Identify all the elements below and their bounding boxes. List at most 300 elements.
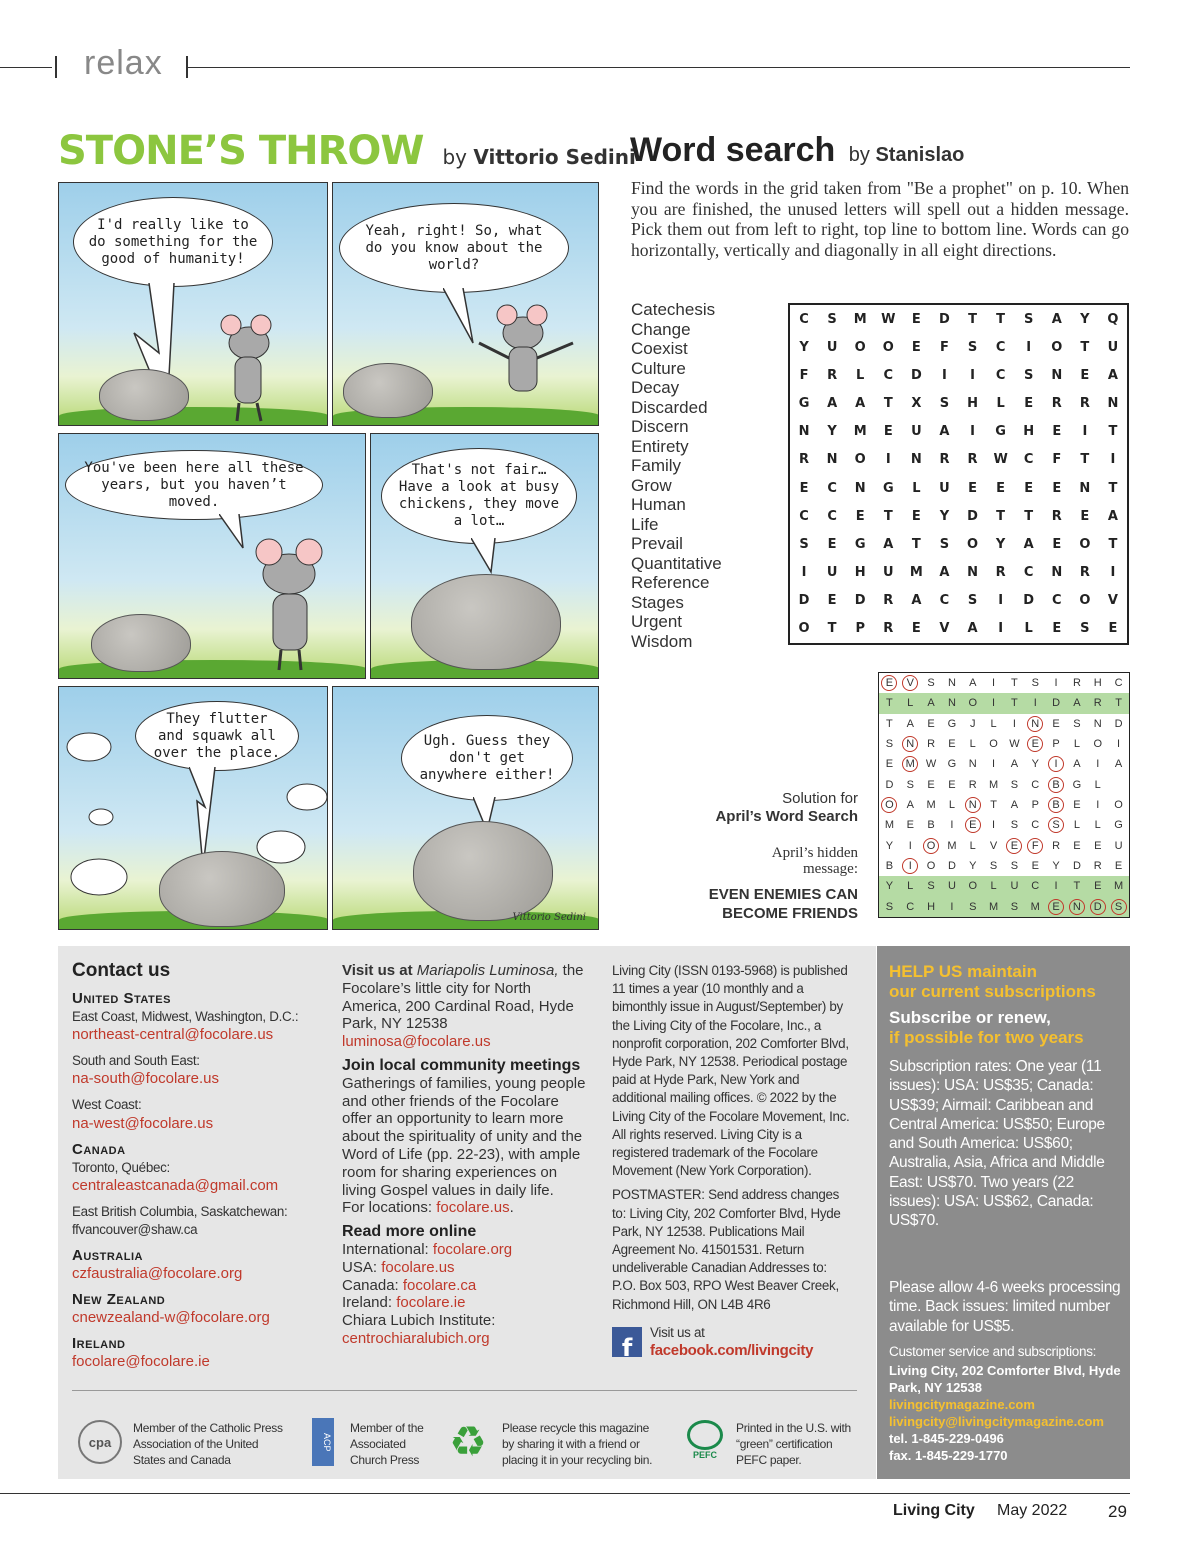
solution-cell: U [1114,839,1123,852]
solution-cell: I [992,758,996,771]
region-detail: East Coast, Midwest, Washington, D.C.: [72,1009,299,1024]
grid-cell[interactable]: D [967,508,978,524]
solution-cell: N [968,758,977,771]
footer-issue: May 2022 [997,1502,1068,1519]
solution-cell: R [1093,860,1102,873]
site-link[interactable]: livingcitymagazine.com [889,1397,1035,1412]
facebook-block[interactable] [612,1324,852,1360]
grid-cell[interactable]: C [1052,593,1062,609]
solution-cell: I [1117,738,1121,751]
grid-cell[interactable]: E [1024,480,1034,496]
grid-cell[interactable]: A [1107,508,1118,524]
solution-cell: E [1087,876,1108,896]
divider [72,1390,857,1391]
solution-cell: C [1025,876,1046,896]
grid-cell[interactable]: T [1108,536,1118,552]
solution-cell: B [927,819,935,832]
solution-cell: L [948,799,955,812]
grid-cell[interactable]: E [911,311,921,327]
circled-letter: N [902,736,918,752]
grid-cell[interactable]: T [1108,424,1118,440]
grid-cell[interactable]: T [996,508,1006,524]
facebook-link[interactable]: facebook.com/livingcity [650,1342,814,1360]
grid-cell[interactable]: S [967,593,978,609]
solution-cell: M [884,819,894,832]
grid-cell[interactable]: T [911,536,921,552]
word-list-item: Coexist [631,339,688,358]
solution-cell: E [1073,799,1081,812]
grid-cell[interactable]: I [970,367,975,383]
grid-cell[interactable]: H [854,565,866,581]
grid-cell[interactable]: D [1023,593,1035,609]
grid-cell[interactable]: R [939,452,950,468]
grid-cell[interactable]: U [826,565,838,581]
solution-cell: T [1004,693,1025,713]
locations-line: For locations: focolare.us. [342,1199,514,1217]
link-line: International: focolare.org [342,1240,513,1258]
email-link[interactable]: ffvancouver@shaw.ca [72,1222,198,1238]
stone-character [99,369,189,421]
email-link[interactable]: northeast-central@focolare.us [72,1026,274,1044]
solution-cell: U [942,876,963,896]
grid-cell[interactable]: A [1051,311,1062,327]
word-list-item: Urgent [631,612,683,631]
grid-cell[interactable]: T [1108,480,1118,496]
solution-cell [1046,775,1067,795]
grid-cell[interactable]: E [1052,536,1062,552]
grid-cell[interactable]: R [967,452,978,468]
grid-cell[interactable]: D [939,311,950,327]
grid-cell[interactable]: R [1079,565,1090,581]
grid-cell[interactable]: X [911,396,922,412]
solution-cell: L [1073,819,1080,832]
solution-cell: G [1072,778,1082,791]
grid-cell[interactable]: T [883,396,893,412]
solution-cell [962,815,983,835]
grid-cell[interactable]: Y [799,339,809,355]
grid-cell[interactable]: A [1023,536,1034,552]
grid-cell[interactable]: N [967,565,978,581]
grid-cell[interactable]: D [854,593,866,609]
visit-column [342,962,590,1348]
solution-cell: A [1010,758,1019,771]
grid-cell[interactable]: T [1080,339,1090,355]
grid-cell[interactable]: I [885,452,891,468]
speech-tail [471,538,511,578]
grid-cell[interactable]: S [827,311,837,327]
region-detail: Toronto, Québec: [72,1159,170,1175]
email-link[interactable]: czfaustralia@focolare.org [72,1265,243,1283]
grid-cell[interactable]: E [968,480,977,496]
circled-letter: E [1006,838,1022,854]
solution-cell: R [1052,839,1061,852]
solution-cell [1046,754,1067,774]
grid-cell[interactable]: C [883,367,894,383]
grid-cell[interactable]: S [939,396,950,412]
grid-cell[interactable]: N [854,480,866,496]
grid-cell[interactable]: I [801,565,807,581]
grid-cell[interactable]: O [1079,593,1091,609]
grid-cell[interactable]: G [882,480,894,496]
grid-cell[interactable]: C [1023,565,1034,581]
solution-cell: D [1072,860,1081,873]
grid-cell[interactable]: E [911,339,921,355]
solution-cell: J [969,717,976,730]
solution-cell: A [906,717,914,730]
grid-cell[interactable]: N [1051,367,1063,383]
email-link[interactable]: focolare@focolare.ie [72,1353,210,1371]
solution-cell: U [1004,876,1025,896]
grid-cell[interactable]: E [1052,621,1062,637]
grid-cell[interactable]: A [883,536,894,552]
grid-cell[interactable]: S [967,339,978,355]
solution-cell: D [885,778,894,791]
grid-cell[interactable]: C [939,593,950,609]
grid-cell[interactable]: I [970,424,975,440]
solution-cell: L [1073,738,1080,751]
pefc-text: Printed in the U.S. with “green” certification PEFC paper. [736,1421,851,1467]
word-list-item: Discern [631,417,689,436]
solution-cell: S [1010,778,1019,791]
solution-cell: E [1114,860,1123,873]
grid-cell[interactable]: N [826,452,838,468]
visit-paragraph: Visit us at Mariapolis Luminosa, the Focolare’s little city for North America, 200 Cardinal Road, Hyde Park, NY 12538 [342,962,584,1033]
email-link[interactable]: luminosa@focolare.us [342,1033,491,1051]
grid-cell[interactable]: T [1024,508,1034,524]
solution-cell: E [927,717,935,730]
grid-cell[interactable]: N [798,424,810,440]
grid-cell[interactable]: V [1107,593,1118,609]
grid-cell[interactable]: S [799,536,809,552]
grid-cell[interactable]: I [1110,565,1116,581]
page-number: 29 [1108,1502,1127,1521]
web-link[interactable]: focolare.ie [396,1294,466,1312]
grid-cell[interactable]: A [1107,367,1118,383]
solution-cell: E [1094,839,1102,852]
grid-cell[interactable]: Y [1080,311,1090,327]
grid-cell[interactable]: E [1108,621,1118,637]
email-link[interactable]: livingcity@livingcitymagazine.com [889,1414,1104,1429]
grid-cell[interactable]: O [854,339,866,355]
grid-cell[interactable]: E [911,508,921,524]
grid-cell[interactable]: R [1079,396,1090,412]
solution-cell: M [988,778,999,791]
region-new-zealand: New Zealand [72,1291,166,1309]
grid-cell[interactable]: Q [1107,311,1119,327]
institute-label: Chiara Lubich Institute: [342,1312,496,1330]
solution-cell: Y [1031,758,1039,771]
grid-cell[interactable]: F [940,339,949,355]
word-list [631,300,722,651]
solution-cell: T [990,799,997,812]
grid-cell[interactable]: W [881,311,896,327]
grid-cell[interactable]: G [854,536,866,552]
service-label: Customer service and subscriptions: [889,1344,1097,1359]
mouse-character [239,534,339,674]
solution-cell [962,795,983,815]
solution-cell [900,856,921,876]
cpa-text: Member of the Catholic Press Association of the United States and Canada [133,1421,283,1467]
word-list-item: Human [631,495,686,514]
grid-cell[interactable]: E [855,508,865,524]
join-title: Join local community meetings [342,1056,581,1074]
solution-cell: A [969,677,977,690]
grid-cell[interactable]: E [911,621,921,637]
word-list-item: Decay [631,378,680,397]
grid-cell[interactable]: C [799,508,809,524]
solution-cell: L [969,839,976,852]
grid-cell[interactable]: L [856,367,865,383]
grid-cell[interactable]: S [939,536,950,552]
solution-cell [879,795,900,815]
grid-cell[interactable]: R [1051,396,1062,412]
grid-cell[interactable]: A [855,396,866,412]
grid-cell[interactable]: T [827,621,837,637]
solution-cell: G [947,717,957,730]
solution-cell: R [1072,677,1081,690]
grid-cell[interactable]: L [912,480,921,496]
stone-character [411,574,561,670]
grid-cell[interactable]: T [968,311,977,327]
grid-cell[interactable]: Y [827,424,837,440]
grid-cell[interactable]: E [1052,480,1062,496]
solution-cell: T [886,717,893,730]
grid-cell[interactable]: C [799,311,809,327]
circled-letter: I [1048,756,1064,772]
grid-cell[interactable]: O [854,452,866,468]
solution-cell: L [900,876,921,896]
grid-cell[interactable]: E [1080,367,1090,383]
grid-cell[interactable]: S [1080,621,1090,637]
solution-cell: E [1031,860,1039,873]
solution-title: April’s Word Search [715,808,858,825]
circled-letter: N [965,797,981,813]
grid-cell[interactable]: E [883,424,893,440]
grid-cell[interactable]: C [827,480,837,496]
solution-cell: O [926,860,936,873]
circled-letter: N [1069,899,1085,915]
grid-cell[interactable]: S [1024,311,1034,327]
grid-cell[interactable]: H [967,396,978,412]
solution-cell [1004,836,1025,856]
grid-cell[interactable]: W [993,452,1008,468]
solution-cell: C [1114,677,1123,690]
grid-cell[interactable]: N [1051,565,1063,581]
grid-cell[interactable]: E [827,536,837,552]
grid-cell[interactable]: T [996,311,1006,327]
word-list-item: Life [631,514,659,534]
acp-text: Member of the Associated Church Press [350,1421,424,1467]
grid-cell[interactable]: C [827,508,837,524]
grid-cell[interactable]: O [798,621,810,637]
circled-letter: F [1027,838,1043,854]
publication-column [612,962,852,1360]
solution-cell: A [1010,799,1019,812]
solution-cell: O [1114,799,1123,812]
solution-cell: A [1067,693,1088,713]
grid-cell[interactable]: A [827,396,838,412]
solution-cell: D [947,860,956,873]
grid-cell[interactable]: U [939,480,950,496]
solution-cell: E [948,738,956,751]
speech-bubble: Ugh. Guess they don't get anywhere either! [401,715,573,801]
grid-cell[interactable]: A [967,621,978,637]
circled-letter: S [1048,817,1064,833]
solution-cell: I [1096,758,1100,771]
solution-cell: C [1031,819,1040,832]
region-detail: West Coast: [72,1097,142,1113]
grid-cell[interactable]: R [883,593,894,609]
grid-cell[interactable]: D [910,367,922,383]
solution-cell: A [1114,758,1123,771]
grid-cell[interactable]: G [995,424,1006,440]
grid-cell[interactable]: E [799,480,809,496]
grid-cell[interactable]: R [827,367,838,383]
circled-letter: B [1048,797,1064,813]
grid-cell[interactable]: N [1079,480,1091,496]
grid-cell[interactable]: I [998,621,1004,637]
web-link[interactable]: focolare.us [381,1258,455,1276]
grid-cell[interactable]: I [942,367,947,383]
grid-cell[interactable]: E [1024,396,1034,412]
circled-letter: O [923,838,939,854]
grid-cell[interactable]: R [995,565,1006,581]
grid-cell[interactable]: I [1110,452,1116,468]
grid-cell[interactable]: D [798,593,810,609]
grid-cell[interactable]: R [1051,508,1062,524]
grid-cell[interactable]: A [911,593,922,609]
grid-cell[interactable]: E [1080,508,1090,524]
grid-cell[interactable]: M [853,311,867,327]
grid-cell[interactable]: V [939,621,950,637]
solution-cell: S [879,897,900,917]
solution-cell: S [1073,717,1081,730]
email-link[interactable]: cnewzealand-w@focolare.org [72,1309,270,1327]
grid-cell[interactable]: O [1051,339,1063,355]
section-label: relax [84,44,163,82]
facebook-icon: f [612,1327,642,1357]
recycle-text: Please recycle this magazine by sharing it with a friend or placing it in your recycling bin. [502,1421,653,1467]
grid-cell[interactable]: M [909,565,923,581]
grid-cell[interactable]: C [995,367,1006,383]
solution-cell: N [1093,717,1102,730]
grid-cell[interactable]: L [996,396,1005,412]
solution-cell: M [1108,876,1129,896]
speech-bubble: They flutter and squawk all over the place. [135,701,299,771]
publication-info: Living City (ISSN 0193-5968) is published 11 times a year (10 monthly and a bimonthly issue in August/September) by the Living City of the Focolare, Inc., a nonprofit corporation, 202 Comforter Blvd, Hyde Park, NY 12538. Periodical postage paid at Hyde Park, New York and additional mailing offices. © 2022 by the Living City of the Focolare Movement, Inc. All rights reserved. Living City is a registered trademark of the Focolare Movement (New York Corporation). [612,963,850,1179]
word-list-item: Entirety [631,436,689,456]
solution-cell: I [1025,693,1046,713]
solution-cell: S [1010,860,1019,873]
grid-cell[interactable]: H [1023,424,1035,440]
grid-cell[interactable]: T [1080,452,1090,468]
grid-cell[interactable]: O [1079,536,1091,552]
phone: tel. 1-845-229-0496 [889,1431,1004,1446]
solution-cell: G [1114,819,1123,832]
grid-cell[interactable]: E [996,480,1006,496]
web-link[interactable]: centrochiaralubich.org [342,1329,490,1347]
solution-grid [878,672,1130,918]
grid-cell[interactable]: G [798,396,810,412]
grid-cell[interactable]: I [1082,424,1088,440]
comic-panel-3 [58,433,366,679]
locations-link[interactable]: focolare.us [436,1199,510,1217]
grid-cell[interactable]: C [995,339,1006,355]
solution-cell [879,673,900,693]
artist-signature: Vittorio Sedini [512,912,586,923]
solution-cell: S [921,876,942,896]
solution-cell [1025,836,1046,856]
grid-cell[interactable]: L [1024,621,1033,637]
solution-cell: L [990,717,997,730]
circled-letter: O [881,797,897,813]
wordsearch-title: Word search by Stanislao [630,131,965,169]
speech-bubble: Yeah, right! So, what do you know about the world? [339,203,569,293]
grid-cell[interactable]: I [1026,339,1032,355]
solution-cell: A [1073,758,1081,771]
solution-cell: Y [885,839,894,852]
word-list-item: Culture [631,358,686,378]
grid-cell[interactable]: R [883,621,894,637]
grid-cell[interactable]: I [998,593,1004,609]
solution-cell: A [906,799,914,812]
solution-cell: E [1073,839,1081,852]
web-link[interactable]: focolare.ca [402,1276,477,1294]
email-link[interactable]: centraleastcanada@gmail.com [72,1176,279,1194]
subscribe-title: Subscribe or renew, if possible for two years [889,1008,1084,1047]
grid-cell[interactable]: U [911,424,922,440]
solution-cell: C [1031,778,1040,791]
grid-cell[interactable]: E [1052,424,1062,440]
grid-cell[interactable]: N [1107,396,1119,412]
grid-cell[interactable]: P [855,621,865,637]
solution-cell: G [947,758,957,771]
grid-cell[interactable]: S [1024,367,1034,383]
grid-cell[interactable]: C [1023,452,1034,468]
grid-cell[interactable]: Y [939,508,950,524]
grid-cell[interactable]: T [883,508,893,524]
grid-cell[interactable]: A [939,565,950,581]
grid-cell[interactable]: O [967,536,979,552]
grid-cell[interactable]: U [883,565,894,581]
grid-cell[interactable]: E [827,593,837,609]
grid-cell[interactable]: R [799,452,810,468]
circled-letter: E [881,675,897,691]
solution-cell: O [962,693,983,713]
web-link[interactable]: focolare.org [432,1240,513,1258]
solution-cell: I [992,819,996,832]
word-grid[interactable] [788,303,1129,645]
grid-cell[interactable]: U [1107,339,1119,355]
stone-character [91,614,191,672]
speech-bubble: I'd really like to do something for the good of humanity! [73,197,273,287]
grid-cell[interactable]: Y [995,536,1006,552]
grid-cell[interactable]: M [853,424,867,440]
email-link[interactable]: na-west@focolare.us [72,1114,214,1132]
grid-cell[interactable]: F [1052,452,1062,468]
solution-cell: A [921,693,942,713]
grid-cell[interactable]: F [799,367,809,383]
word-list-item: Stages [631,592,684,612]
solution-cell: E [885,758,894,771]
solution-cell: I [942,897,963,917]
grid-cell[interactable]: A [939,424,950,440]
word-list-item: Family [631,456,682,475]
grid-cell[interactable]: N [910,452,922,468]
grid-cell[interactable]: O [882,339,894,355]
grid-cell[interactable]: U [826,339,838,355]
email-link[interactable]: na-south@focolare.us [72,1070,219,1088]
